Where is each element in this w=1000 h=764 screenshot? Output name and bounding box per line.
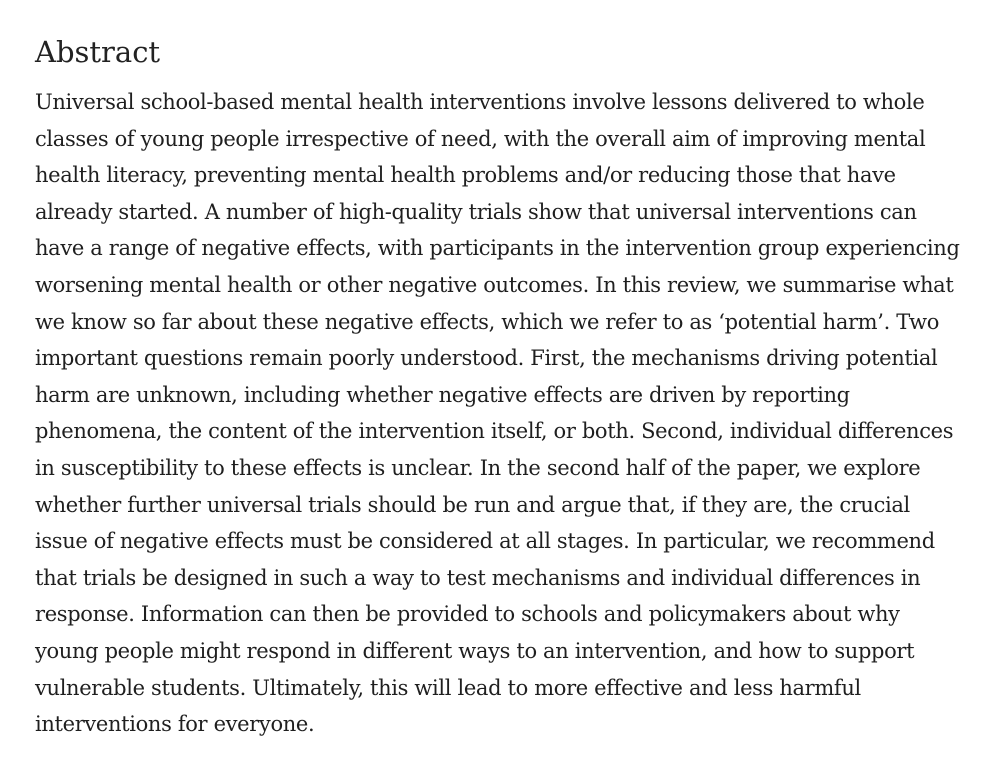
abstract-line: interventions for everyone. xyxy=(35,712,315,737)
abstract-line: response. Information can then be provided to schools and policymakers about why xyxy=(35,602,900,627)
abstract-line: vulnerable students. Ultimately, this will lead to more effective and less harmful xyxy=(35,675,861,700)
abstract-line: classes of young people irrespective of need, with the overall aim of improving mental xyxy=(35,126,926,151)
abstract-line: issue of negative effects must be considered at all stages. In particular, we recommend xyxy=(35,529,935,554)
abstract-line: health literacy, preventing mental health problems and/or reducing those that have xyxy=(35,163,896,188)
abstract-line: already started. A number of high-quality trials show that universal interventions can xyxy=(35,199,917,224)
abstract-line: Universal school-based mental health interventions involve lessons delivered to whole xyxy=(35,90,925,114)
abstract-line: whether further universal trials should be run and argue that, if they are, the crucial xyxy=(35,492,910,517)
abstract-line: important questions remain poorly understood. First, the mechanisms driving potential xyxy=(35,346,938,371)
abstract-line: in susceptibility to these effects is unclear. In the second half of the paper, we explore xyxy=(35,455,921,480)
abstract-section xyxy=(35,30,965,743)
abstract-line: harm are unknown, including whether negative effects are driven by reporting xyxy=(35,382,850,407)
abstract-line: young people might respond in different ways to an intervention, and how to support xyxy=(35,638,915,663)
abstract-line: phenomena, the content of the intervention itself, or both. Second, individual differences xyxy=(35,419,954,444)
abstract-heading: Abstract xyxy=(35,35,161,69)
abstract-line: we know so far about these negative effects, which we refer to as ‘potential harm’. Two xyxy=(35,309,940,334)
abstract-line: worsening mental health or other negative outcomes. In this review, we summarise what xyxy=(35,272,954,297)
abstract-body xyxy=(35,84,965,743)
abstract-line: have a range of negative effects, with participants in the intervention group experiencing xyxy=(35,236,960,261)
abstract-line: that trials be designed in such a way to test mechanisms and individual differences in xyxy=(35,565,921,590)
